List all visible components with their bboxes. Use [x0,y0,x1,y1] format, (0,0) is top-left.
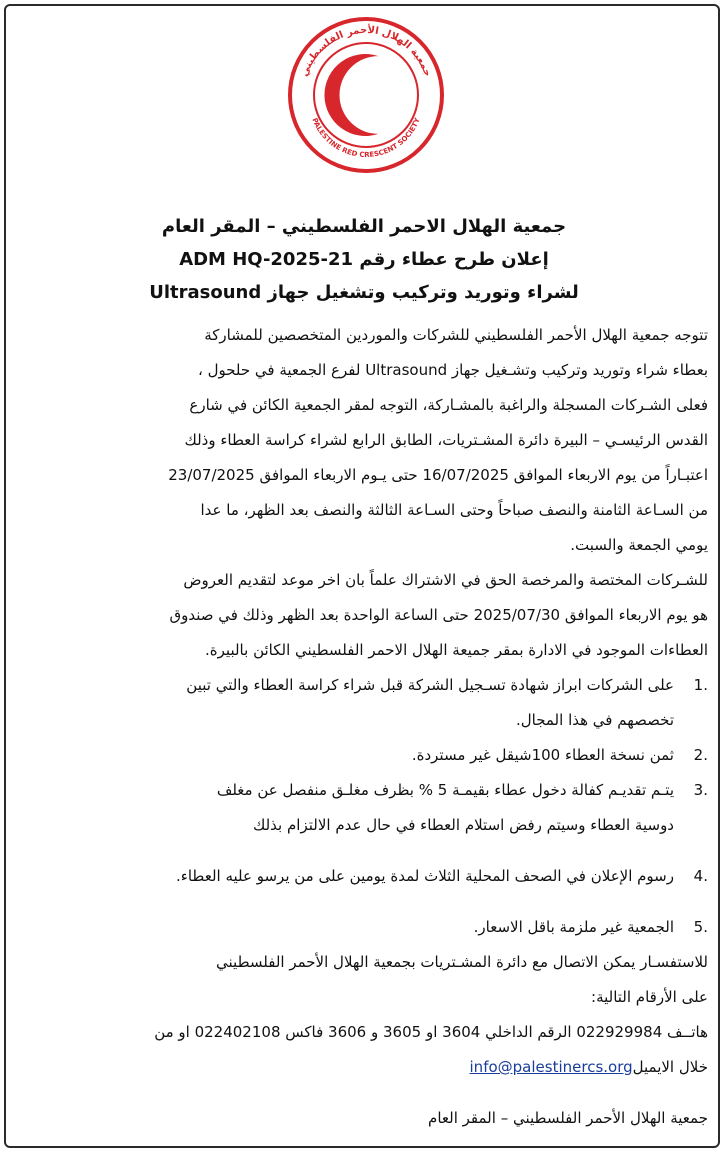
list-number: .3 [693,781,708,799]
intro-paragraph [18,318,708,563]
contact-paragraph [18,945,708,1085]
text-line: العطاءات الموجود في الادارة بمقر جميعة الهلال الاحمر الفلسطيني الكائن بالبيرة. [205,641,708,659]
signature: جمعية الهلال الأحمر الفلسطيني – المقر العام [428,1109,708,1127]
text-line: القدس الرئيسـي – البيرة دائرة المشـتريات، الطابق الرابع لشراء كراسة العطاء وذلك [184,431,708,449]
deadline-paragraph [18,563,708,668]
list-item [18,910,708,945]
red-crescent-logo [287,16,445,174]
email-line [18,1050,708,1085]
organization-title: جمعية الهلال الاحمر الفلسطيني – المقر العام [161,216,567,237]
announcement-body [18,318,708,1136]
list-number: .5 [693,918,708,936]
email-prefix: خلال الايميل [632,1058,708,1076]
email-link[interactable]: info@palestinercs.org [469,1058,633,1076]
text-line: على الأرقام التالية: [591,988,708,1006]
list-item [18,738,708,773]
list-item-text: ثمن نسخة العطاء 100شيقل غير مستردة. [411,746,674,764]
text-line: هو يوم الاربعاء الموافق 2025/07/30 حتى الساعة الواحدة بعد الظهر وذلك في صندوق [169,606,708,624]
list-item-text: رسوم الإعلان في الصحف المحلية الثلاث لمدة يومين على من يرسو عليه العطاء. [176,867,674,885]
list-item [18,668,708,703]
list-item [18,859,708,894]
list-item-text: الجمعية غير ملزمة باقل الاسعار. [473,918,674,936]
list-number: .4 [693,867,708,885]
text-line: تتوجه جمعية الهلال الأحمر الفلسطيني للشركات والموردين المتخصصين للمشاركة [204,326,708,344]
list-item-continuation: دوسية العطاء وسيتم رفض استلام العطاء في حال عدم الالتزام بذلك [252,816,674,834]
tender-number-title: إعلان طرح عطاء رقم 21-ADM HQ-2025 [179,249,549,270]
text-line: من السـاعة الثامنة والنصف صباحاً وحتى السـاعة الثالثة والنصف بعد الظهر، ما عدا [200,501,708,519]
list-number: .2 [693,746,708,764]
tender-subject-title: لشراء وتوريد وتركيب وتشغيل جهاز Ultrasound [149,282,579,303]
text-line: هاتــف 022929984 الرقم الداخلي 3604 او 3605 و 3606 فاكس 022402108 او من [154,1023,708,1041]
announcement-header [20,210,708,309]
logo-arabic-text: جمعية الهلال الأحمر الفلسطيني [299,24,433,79]
list-item [18,773,708,808]
text-line: بعطاء شراء وتوريد وتركيب وتشـغيل جهاز Ultrasound لفرع الجمعية في حلحول ، [197,361,708,379]
list-item-text: على الشركات ابراز شهادة تسـجيل الشركة قبل شراء كراسة العطاء والتي تبين [186,676,674,694]
conditions-list [18,668,708,945]
text-line: للشـركات المختصة والمرخصة الحق في الاشتراك علماً بان اخر موعد لتقديم العروض [183,571,708,589]
list-item-text: يتـم تقديـم كفالة دخول عطاء بقيمـة 5 % بظرف مغلـق منفصل عن مغلف [216,781,674,799]
logo-english-text: PALESTINE RED CRESCENT SOCIETY [310,116,422,160]
text-line: يومي الجمعة والسبت. [570,536,708,554]
text-line: فعلى الشـركات المسجلة والراغبة بالمشـاركة، التوجه لمقر الجمعية الكائن في شارع [189,396,708,414]
text-line: اعتبـاراً من يوم الاربعاء الموافق 16/07/2025 حتى يـوم الاربعاء الموافق 23/07/2025 [168,466,708,484]
list-item-continuation: تخصصهم في هذا المجال. [515,711,674,729]
list-number: .1 [693,676,708,694]
text-line: للاستفسـار يمكن الاتصال مع دائرة المشـتريات بجمعية الهلال الأحمر الفلسطيني [216,953,708,971]
